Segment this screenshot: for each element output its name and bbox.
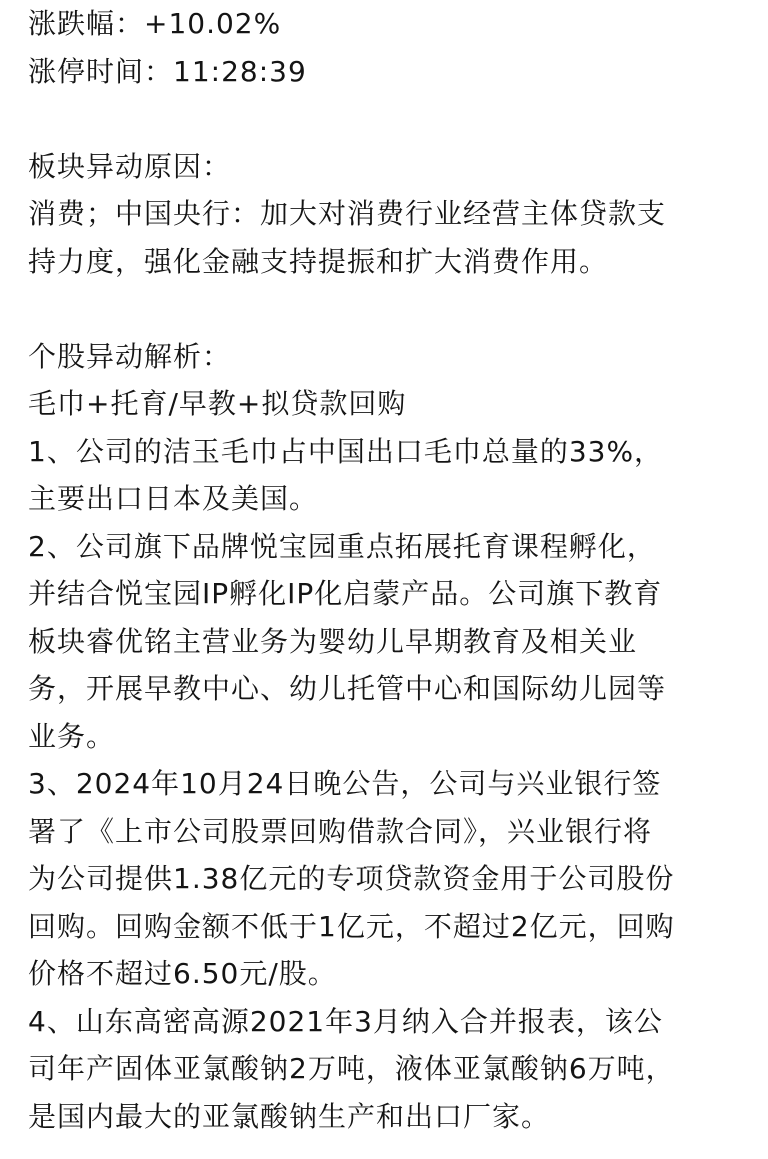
limit-up-time-text: 涨停时间：11:28:39 — [28, 54, 307, 88]
point-3 — [28, 760, 753, 998]
point-line: 并结合悦宝园IP孵化IP化启蒙产品。公司旗下教育 — [28, 577, 663, 610]
point-line: 价格不超过6.50元/股。 — [28, 957, 337, 990]
point-line: 主要出口日本及美国。 — [28, 482, 319, 515]
point-line: 务，开展早教中心、幼儿托管中心和国际幼儿园等 — [28, 672, 667, 705]
change-percent-text: 涨跌幅：+10.02% — [28, 7, 282, 40]
article-body — [28, 0, 753, 1140]
point-4 — [28, 998, 753, 1141]
point-line: 3、2024年10月24日晚公告，公司与兴业银行签 — [28, 767, 662, 800]
point-line: 业务。 — [28, 719, 116, 753]
point-line: 是国内最大的亚氯酸钠生产和出口厂家。 — [28, 1099, 551, 1133]
sector-reason-line: 持力度，强化金融支持提振和扩大消费作用。 — [28, 244, 609, 278]
point-line: 署了《上市公司股票回购借款合同》，兴业银行将 — [28, 814, 653, 848]
sector-heading: 板块异动原因： — [28, 149, 232, 183]
stock-heading: 个股异动解析： — [28, 339, 232, 373]
point-line: 1、公司的洁玉毛巾占中国出口毛巾总量的33%， — [28, 434, 664, 468]
point-line: 回购。回购金额不低于1亿元，不超过2亿元，回购 — [28, 909, 675, 943]
point-line: 板块睿优铭主营业务为婴幼儿早期教育及相关业 — [28, 624, 638, 658]
point-2 — [28, 523, 753, 761]
point-line: 4、山东高密高源2021年3月纳入合并报表，该公 — [28, 1004, 663, 1038]
point-line: 司年产固体亚氯酸钠2万吨，液体亚氯酸钠6万吨， — [28, 1052, 675, 1085]
spacer — [28, 285, 753, 333]
sector-reason-line: 消费；中国央行：加大对消费行业经营主体贷款支 — [28, 197, 667, 230]
spacer — [28, 95, 753, 143]
point-line: 2、公司旗下品牌悦宝园重点拓展托育课程孵化， — [28, 529, 656, 563]
stock-tags: 毛巾+托育/早教+拟贷款回购 — [28, 387, 407, 420]
point-line: 为公司提供1.38亿元的专项贷款资金用于公司股份 — [28, 862, 675, 895]
point-1 — [28, 428, 753, 523]
